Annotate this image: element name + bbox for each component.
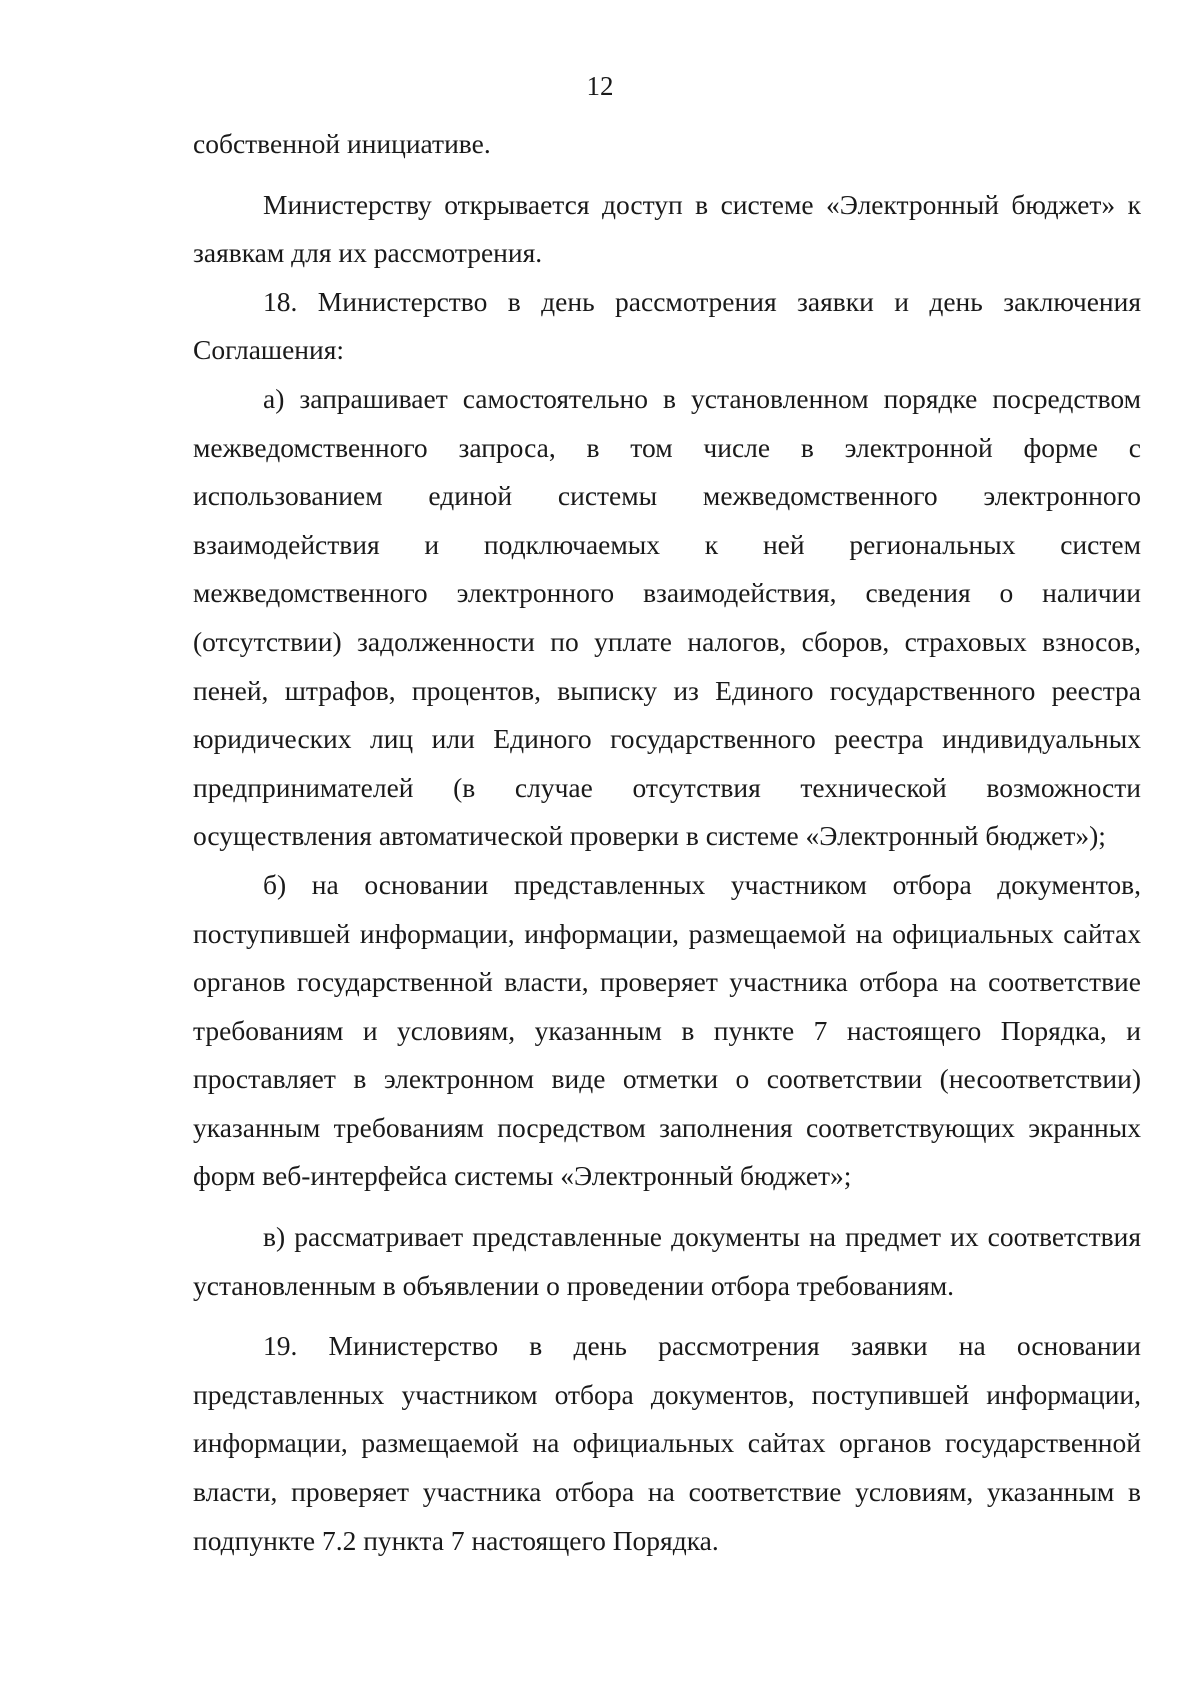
page-number: 12 (586, 71, 614, 101)
paragraph-item-18: 18. Министерство в день рассмотрения заявки и день заключения Соглашения: (193, 285, 1141, 366)
paragraph-subitem-v: в) рассматривает представленные документы на предмет их соответствия установленным в объявлении о проведении отбора требованиям. (193, 1221, 1141, 1301)
paragraph-subitem-b: б) на основании представленных участником отбора документов, поступившей информации, информации, размещаемой на официальных сайтах органов государственной власти, проверяет участника отбора на соответствие требованиям и условиям, указанным в пункте 7 настоящего Порядка, и проставляет в электронном виде отметки о соответствии (несоответствии) указанным требованиям посредством заполнения соответствующих экранных форм веб-интерфейса системы «Электронный бюджет»; (193, 868, 1141, 1192)
paragraph-subitem-a: а) запрашивает самостоятельно в установленном порядке посредством межведомственного запроса, в том числе в электронной форме с использованием единой системы межведомственного электронного взаимодействия и подключаемых к ней региональных систем межведомственного электронного взаимодействия, сведения о наличии (отсутствии) задолженности по уплате налогов, сборов, страховых взносов, пеней, штрафов, процентов, выписку из Единого государственного реестра юридических лиц или Единого государственного реестра индивидуальных предпринимателей (в случае отсутствия технической возможности осуществления автоматической проверки в системе «Электронный бюджет»); (193, 382, 1141, 852)
paragraph-ministry-access: Министерству открывается доступ в системе «Электронный бюджет» к заявкам для их рассмотрения. (193, 188, 1141, 269)
paragraph-item-19: 19. Министерство в день рассмотрения заявки на основании представленных участником отбора документов, поступившей информации, информации, размещаемой на официальных сайтах органов государственной власти, проверяет участника отбора на соответствие условиям, указанным в подпункте 7.2 пункта 7 настоящего Порядка. (193, 1330, 1141, 1556)
document-body (193, 120, 1141, 1565)
paragraph-continuation: собственной инициативе. (193, 128, 491, 159)
